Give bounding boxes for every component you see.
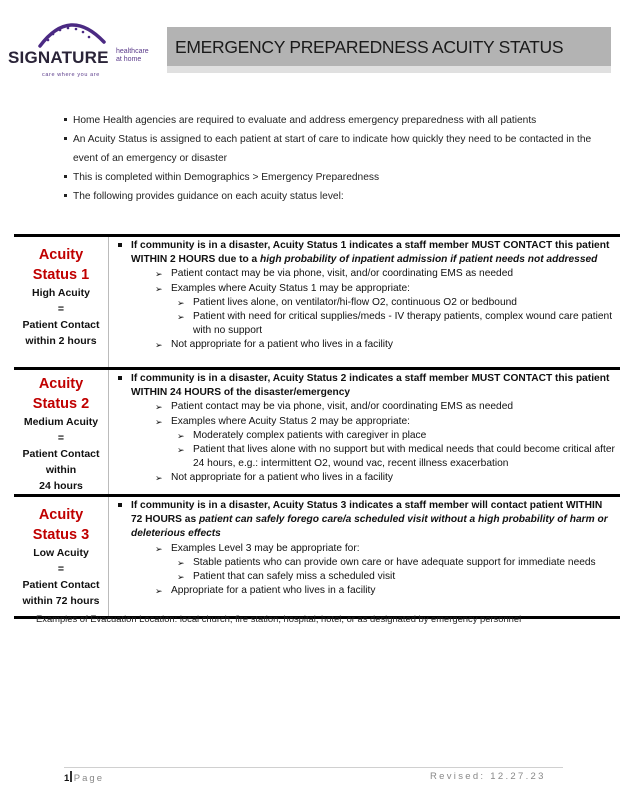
acuity-status-table [14,234,620,619]
intro-bullet: This is completed within Demographics > Emergency Preparedness [62,168,602,187]
detail-subitem [117,556,616,570]
logo-sub-line2: at home [116,56,142,63]
footer-divider [64,767,563,768]
detail-item [117,471,616,485]
page-title: EMERGENCY PREPAREDNESS ACUITY STATUS [175,37,564,57]
arrow-bullet-icon: ➢ [155,473,163,484]
contact-time: within 72 hours [22,595,100,607]
page-number: 1 [64,773,70,784]
headline-bold: If community is in a disaster, Acuity Status 3 indicates a staff member will contact patient WITHIN 72 HOURS as [131,500,603,526]
intro-bullet-list [62,111,602,206]
detail-item [117,415,616,429]
arrow-bullet-icon: ➢ [155,340,163,351]
detail-text: Stable patients who can provide own care or have adequate support for immediate needs [193,556,596,568]
acuity-level: Medium Acuity [23,416,99,428]
contact-time: within [45,464,77,476]
page-title-bar [167,27,611,66]
status-title: Acuity [38,507,84,523]
detail-text: Not appropriate for a patient who lives in a facility [171,472,393,484]
detail-item [117,542,616,556]
acuity-label-cell [14,496,109,618]
contact-time: Patient Contact [22,448,100,460]
status-number: Status 2 [32,396,90,412]
acuity-detail-cell [109,369,621,496]
detail-item [117,267,616,281]
headline-italic: high probability of inpatient admission if patient needs not addressed [260,254,598,266]
page-label: Page [73,773,104,784]
equals-sign: = [57,432,65,444]
detail-text: Appropriate for a patient who lives in a facility [171,585,376,597]
logo-subtext [116,48,149,64]
headline-bold: If community is in a disaster, Acuity Status 2 indicates a staff member MUST CONTACT this patient WITHIN 24 HOURS of the disaster/emergency [131,373,610,399]
signature-logo [4,12,164,82]
footer-page [64,771,104,784]
logo-sub-line1: healthcare [116,48,149,55]
arrow-bullet-icon: ➢ [155,402,163,413]
acuity-row-3 [14,496,620,618]
detail-item [117,338,616,352]
status-number: Status 3 [32,527,90,543]
detail-text: Examples Level 3 may be appropriate for: [171,542,360,554]
logo-tagline: care where you are [42,72,100,78]
status-headline [117,372,616,400]
detail-text: Examples where Acuity Status 2 may be appropriate: [171,415,410,427]
headline-italic: patient can safely forego care/a scheduled visit without a high probability of harm or deleterious effects [131,514,608,540]
detail-subitem [117,570,616,584]
equals-sign: = [57,303,65,315]
arrow-bullet-icon: ➢ [177,557,185,568]
detail-item [117,584,616,598]
arrow-bullet-icon: ➢ [155,543,163,554]
detail-text: Patient that can safely miss a scheduled visit [193,571,396,583]
status-title: Acuity [38,376,84,392]
contact-time: Patient Contact [22,579,100,591]
status-number: Status 1 [32,267,90,283]
arrow-bullet-icon: ➢ [177,572,185,583]
detail-text: Patient contact may be via phone, visit, and/or coordinating EMS as needed [171,401,514,413]
detail-subitem [117,443,616,471]
acuity-label-cell [14,369,109,496]
detail-text: Patient that lives alone with no support but with medical needs that could become critical after 24 hours, e.g.: intermittent O2, wound vac, recent illness exacerbation [193,444,615,470]
title-underbar [167,66,611,73]
arrow-bullet-icon: ➢ [155,269,163,280]
intro-bullet: An Acuity Status is assigned to each patient at start of care to indicate how quickly they need to be contacted in the event of an emergency or disaster [62,130,602,168]
equals-sign: = [57,563,65,575]
detail-text: Not appropriate for a patient who lives in a facility [171,339,393,351]
arrow-bullet-icon: ➢ [177,312,185,323]
status-title: Acuity [38,247,84,263]
detail-item [117,400,616,414]
acuity-detail-cell [109,496,621,618]
status-headline [117,239,616,267]
acuity-label-cell [14,236,109,369]
logo-arc-icon [32,12,112,48]
arrow-bullet-icon: ➢ [177,430,185,441]
revised-date: Revised: 12.27.23 [430,771,546,782]
acuity-detail-cell [109,236,621,369]
logo-brand-text: SIGNATURE [8,48,109,67]
acuity-level: Low Acuity [33,547,89,559]
detail-subitem [117,429,616,443]
contact-time: 24 hours [39,480,83,492]
detail-text: Patient with need for critical supplies/meds - IV therapy patients, complex wound care patient with no support [193,311,613,337]
detail-subitem [117,310,616,338]
detail-text: Examples where Acuity Status 1 may be appropriate: [171,282,410,294]
arrow-bullet-icon: ➢ [155,283,163,294]
status-headline [117,499,616,542]
arrow-bullet-icon: ➢ [177,297,185,308]
detail-text: Patient contact may be via phone, visit, and/or coordinating EMS as needed [171,268,514,280]
arrow-bullet-icon: ➢ [177,445,185,456]
acuity-row-2 [14,369,620,496]
arrow-bullet-icon: ➢ [155,586,163,597]
detail-text: Patient lives alone, on ventilator/hi-flow O2, continuous O2 or bedbound [193,296,517,308]
page-separator [70,771,72,782]
contact-time: Patient Contact [22,319,100,331]
detail-subitem [117,296,616,310]
intro-bullet: Home Health agencies are required to evaluate and address emergency preparedness with all patients [62,111,602,130]
intro-bullet: The following provides guidance on each acuity status level: [62,187,602,206]
acuity-level: High Acuity [32,287,90,299]
contact-time: within 2 hours [25,335,97,347]
arrow-bullet-icon: ➢ [155,416,163,427]
acuity-row-1 [14,236,620,369]
headline-bold: If community is in a disaster, Acuity Status 1 indicates a staff member MUST CONTACT this patient WITHIN 2 HOURS due to a [131,240,610,266]
evacuation-note: Examples of Evacuation Location: local church, fire station, hospital, hotel, or as designated by emergency personnel [36,613,522,624]
detail-item [117,282,616,296]
detail-text: Moderately complex patients with caregiver in place [193,429,427,441]
